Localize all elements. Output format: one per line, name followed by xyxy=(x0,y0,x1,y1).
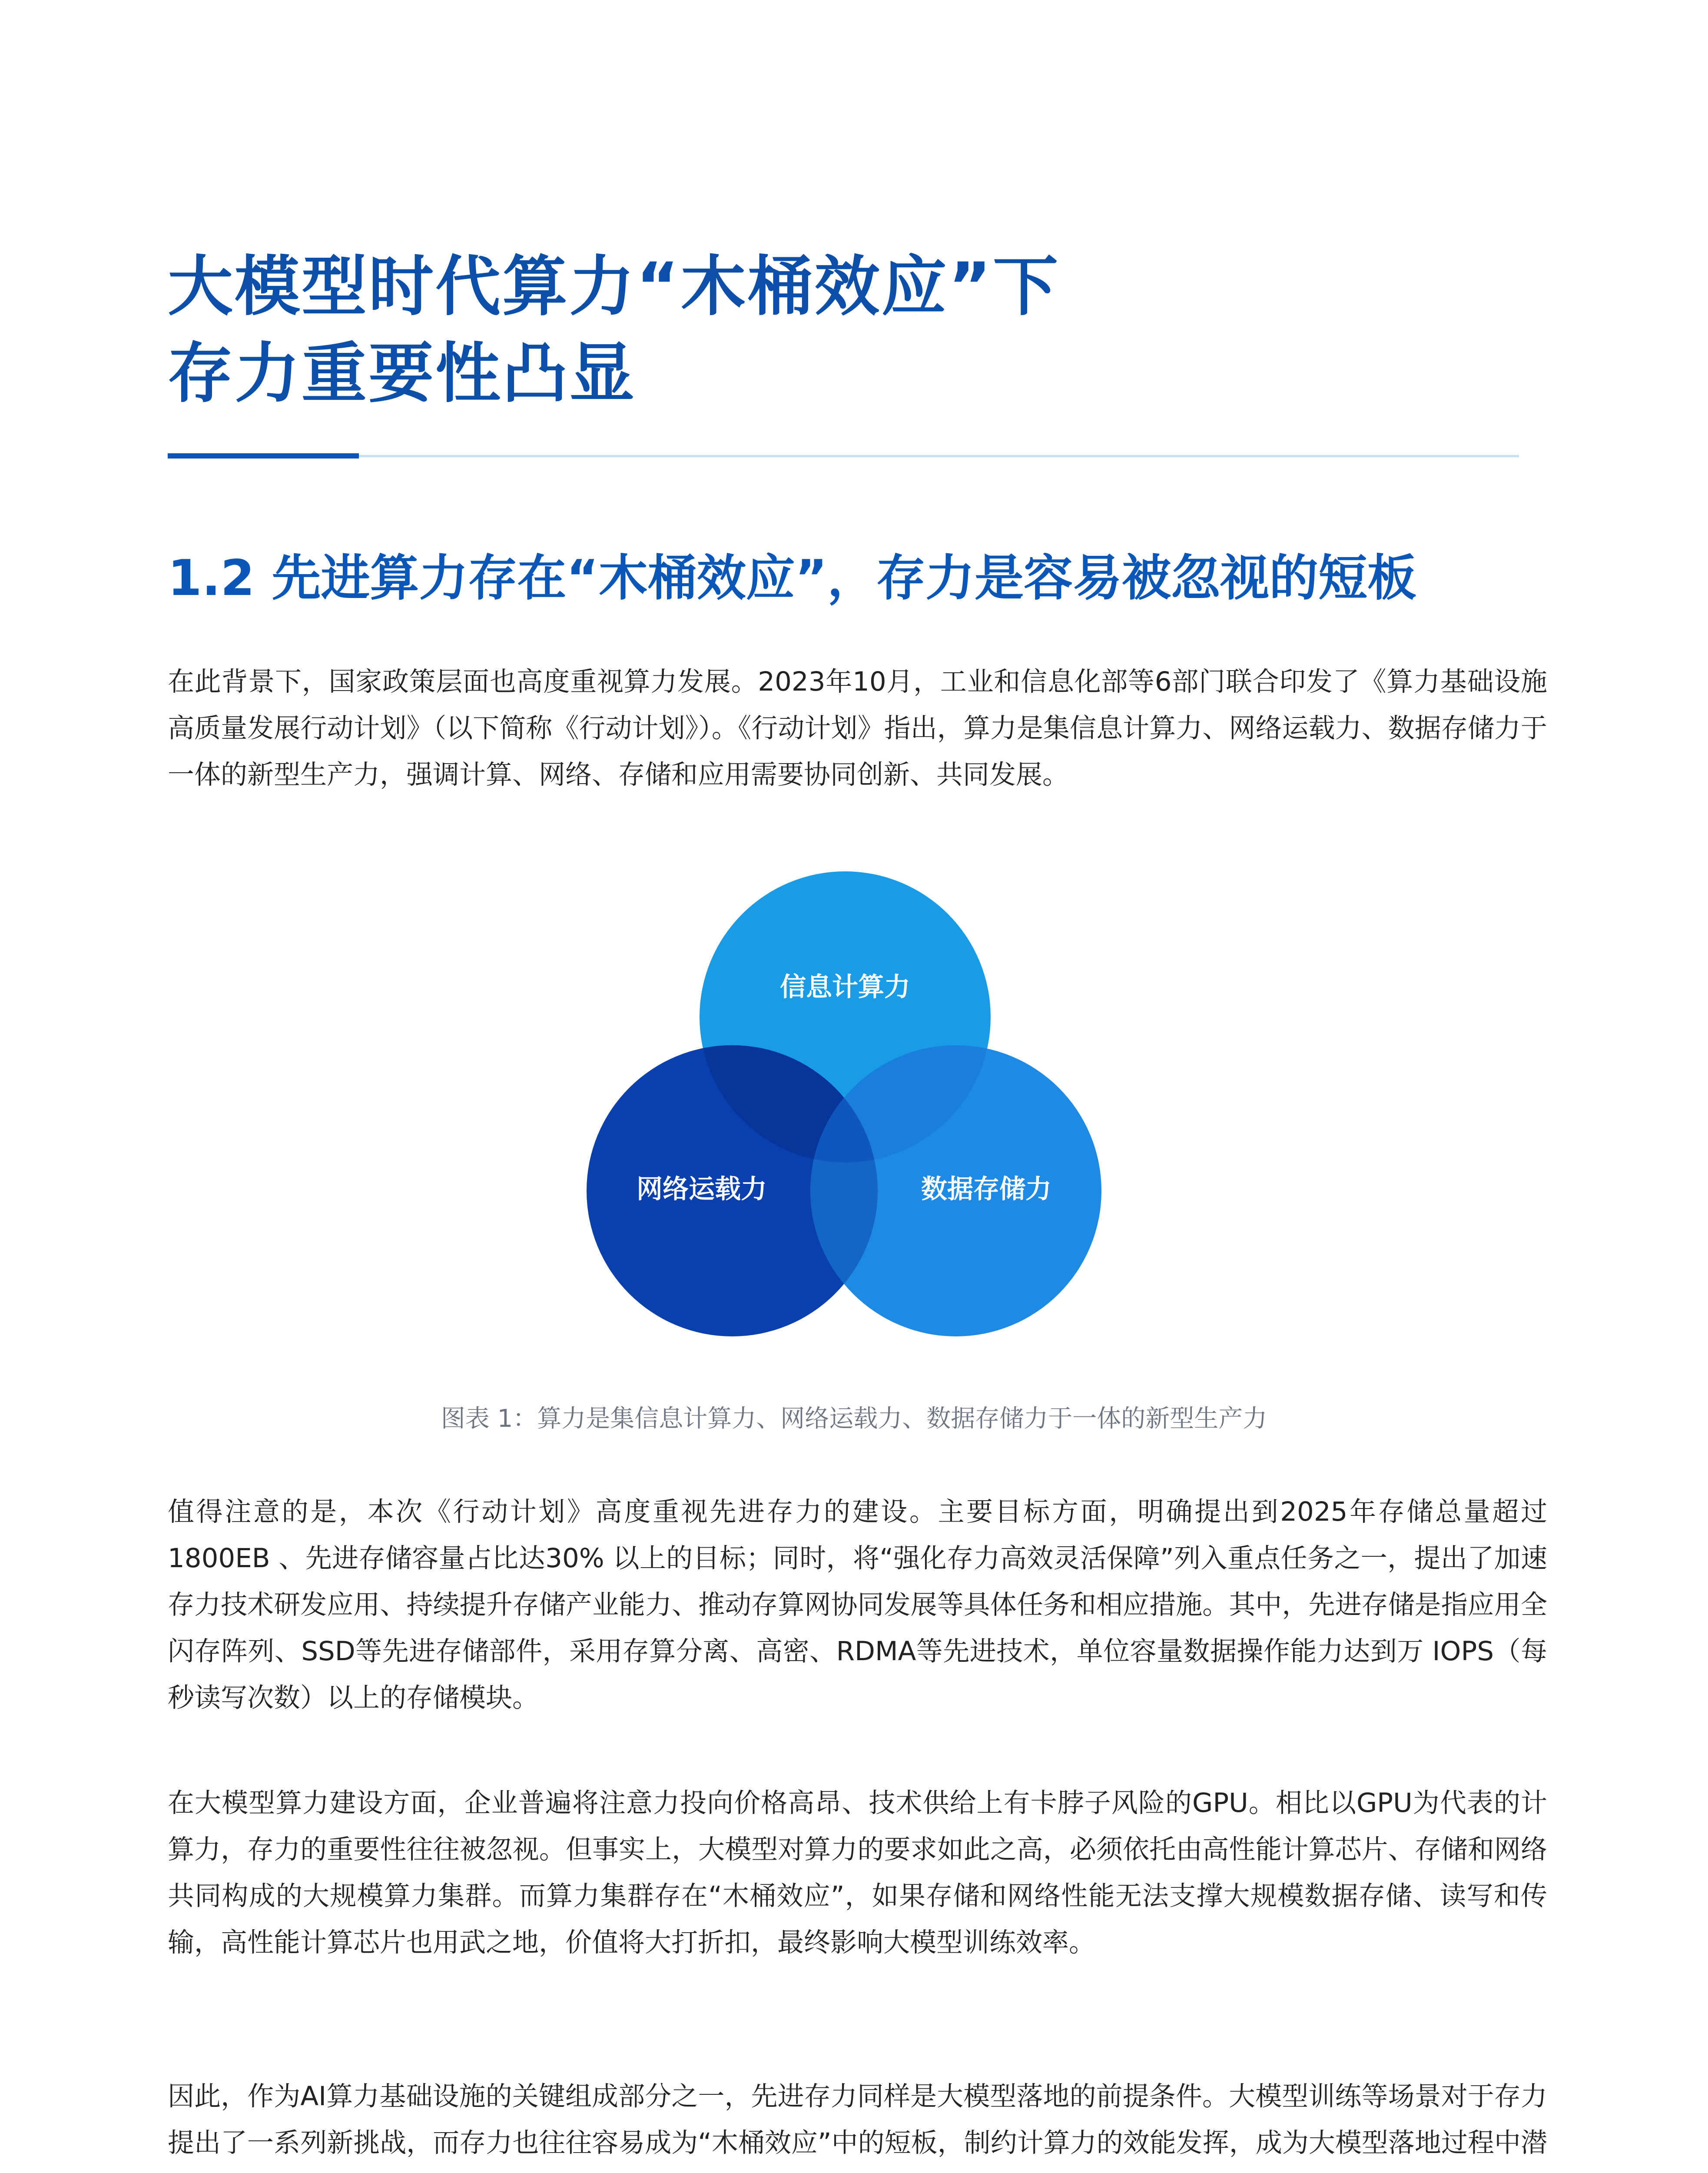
paragraph-4: 因此，作为AI算力基础设施的关键组成部分之一，先进存力同样是大模型落地的前提条件。大模型训练等场景对于存力提出了一系列新挑战，而存力也往往容易成为“木桶效应”中的短板，制约计算力的效能发挥，成为大模型落地过程中潜 xyxy=(168,2081,1547,2158)
paragraph-3: 在大模型算力建设方面，企业普遍将注意力投向价格高昂、技术供给上有卡脖子风险的GPU。相比以GPU为代表的计算力，存力的重要性往往被忽视。但事实上，大模型对算力的要求如此之高，必须依托由高性能计算芯片、存储和网络共同构成的大规模算力集群。而算力集群存在“木桶效应”，如果存储和网络性能无法支撑大规模数据存储、读写和传输，高性能计算芯片也用武之地，价值将大打折扣，最终影响大模型训练效率。 xyxy=(168,1788,1547,1958)
section-heading: 1.2 先进算力存在“木桶效应”，存力是容易被忽视的短板 xyxy=(168,549,1417,607)
venn-label-computing: 信息计算力 xyxy=(780,972,910,1003)
paragraph-2: 值得注意的是，本次《行动计划》高度重视先进存力的建设。主要目标方面，明确提出到2025年存储总量超过 1800EB 、先进存储容量占比达30% 以上的目标；同时，将“强化存力高效灵活保障”列入重点任务之一，提出了加速存力技术研发应用、持续提升存储产业能力、推动存算网协同发展等具体任务和相应措施。其中，先进存储是指应用全闪存阵列、SSD等先进存储部件，采用存算分离、高密、RDMA等先进技术，单位容量数据操作能力达到万 IOPS（每秒读写次数）以上的存储模块。 xyxy=(168,1496,1547,1713)
page-title xyxy=(168,243,1060,417)
figure-caption: 图表 1：算力是集信息计算力、网络运载力、数据存储力于一体的新型生产力 xyxy=(441,1405,1267,1433)
title-divider-accent xyxy=(168,453,359,459)
paragraph-1: 在此背景下，国家政策层面也高度重视算力发展。2023年10月，工业和信息化部等6部门联合印发了《算力基础设施高质量发展行动计划》（以下简称《行动计划》）。《行动计划》指出，算力是集信息计算力、网络运载力、数据存储力于一体的新型生产力，强调计算、网络、存储和应用需要协同创新、共同发展。 xyxy=(168,666,1547,790)
venn-label-storage: 数据存储力 xyxy=(921,1174,1051,1205)
venn-diagram xyxy=(578,861,1112,1339)
page-title-line-1: 大模型时代算力“木桶效应”下 xyxy=(168,249,1060,325)
title-divider xyxy=(168,455,1519,457)
page-title-line-2: 存力重要性凸显 xyxy=(168,336,637,412)
venn-label-network: 网络运载力 xyxy=(637,1174,767,1205)
